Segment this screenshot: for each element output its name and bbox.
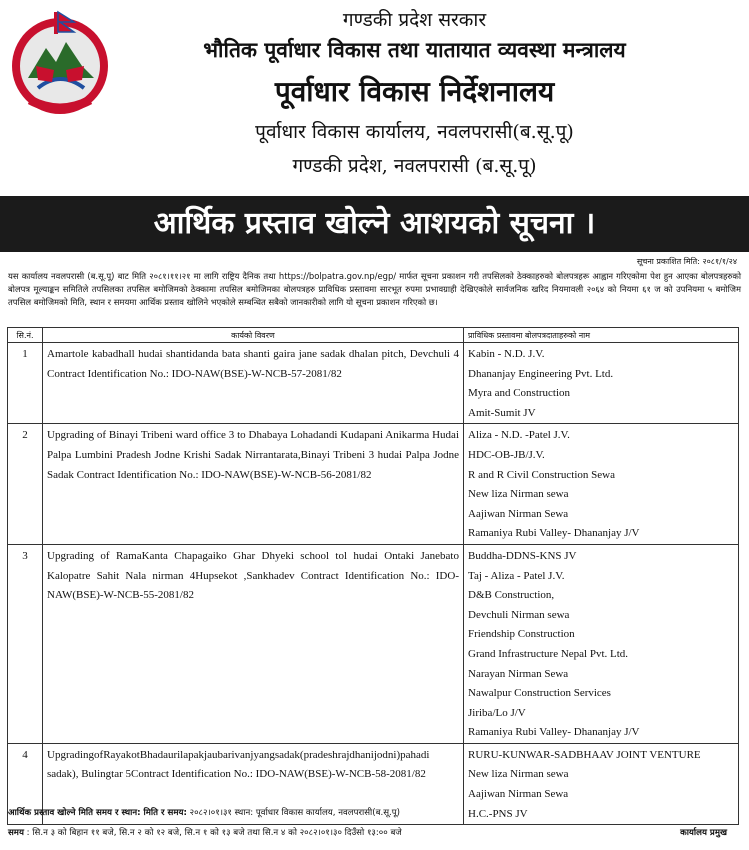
bidder-name: Jiriba/Lo J/V bbox=[468, 706, 526, 719]
bidder-name: H.C.-PNS JV bbox=[468, 807, 528, 820]
bidder-name: Aajiwan Nirman Sewa bbox=[468, 507, 569, 520]
directorate-name: पूर्वाधार विकास निर्देशनालय bbox=[274, 75, 555, 108]
bidder-name: Ramaniya Rubi Valley- Dhananjay J/V bbox=[468, 527, 640, 540]
opening-label: आर्थिक प्रस्ताव खोल्ने मिति समय र स्थान: मिति र समय: bbox=[8, 808, 187, 818]
row-serial: 4 bbox=[8, 743, 43, 824]
publication-date: सूचना प्रकाशित मिति: २०८१/१/२४ bbox=[636, 257, 737, 266]
header-description: कार्यको विवरण bbox=[43, 328, 464, 343]
row-serial: 3 bbox=[8, 544, 43, 743]
row-bidders bbox=[464, 544, 739, 743]
intro-paragraph bbox=[8, 270, 741, 309]
bidder-name: Dhananjay Engineering Pvt. Ltd. bbox=[468, 367, 614, 380]
bidder-name: RURU-KUNWAR-SADBHAAV JOINT VENTURE bbox=[468, 748, 701, 761]
bidder-name: Kabin - N.D. J.V. bbox=[468, 348, 545, 360]
header-bidders: प्राविधिक प्रस्तावमा बोलपत्रदाताहरुको नाम bbox=[464, 328, 739, 343]
row-description: Upgrading of Binayi Tribeni ward office 3 to Dhabaya Lohadandi Kudapani Anikarma Hudai Palpa Lumbini Pradesh Jodne Krishi Sadak Nirrantarata,Binayi Tribeni 3 hudai Palpa Jodne Sadak Contract Identification No.: IDO-NAW(BSE)-W-NCB-56-2081/82 bbox=[43, 424, 464, 545]
letterhead bbox=[0, 0, 749, 196]
bidder-name: D&B Construction, bbox=[468, 589, 555, 602]
opening-value: २०८२।०१।३१ स्थान: पूर्वाधार विकास कार्यालय, नवलपरासी(ब.सू.पू) bbox=[186, 808, 401, 818]
time-label: समय bbox=[8, 828, 24, 838]
office-location: गण्डकी प्रदेश, नवलपरासी (ब.सू.पू) bbox=[292, 155, 537, 177]
bidder-name: Nawalpur Construction Services bbox=[468, 687, 611, 700]
row-description: Amartole kabadhall hudai shantidanda bata shanti gaira jane sadak dhalan pitch, Devchuli 4 Contract Identification No.: IDO-NAW(BSE)-W-NCB-57-2081/82 bbox=[43, 343, 464, 424]
row-serial: 1 bbox=[8, 343, 43, 424]
bidder-name: R and R Civil Construction Sewa bbox=[468, 468, 615, 481]
table-header-row bbox=[8, 328, 739, 343]
bidder-name: Aliza - N.D. -Patel J.V. bbox=[468, 429, 570, 442]
row-description: UpgradingofRayakotBhadaurilapakjaubarivanjyangsadak(pradeshrajdhanijodni)pahadi sadak), Bulingtar 5Contract Identification No.: IDO-NAW(BSE)-W-NCB-58-2081/82 bbox=[43, 743, 464, 824]
egp-link[interactable]: https://bolpatra.gov.np/egp/ bbox=[278, 271, 397, 281]
table-row bbox=[8, 343, 739, 424]
bidder-name: Devchuli Nirman sewa bbox=[468, 608, 570, 621]
office-chief: कार्यालय प्रमुख bbox=[680, 828, 727, 838]
intro-text-start: यस कार्यालय नवलपरासी (ब.सू.पू) बाट मिति २०८१।११।२१ मा लागि राष्ट्रिय दैनिक तथा bbox=[8, 271, 279, 281]
bidder-name: Ramaniya Rubi Valley- Dhananjay J/V bbox=[468, 726, 640, 739]
row-description: Upgrading of RamaKanta Chapagaiko Ghar Dhyeki school tol hudai Ontaki Janebato Kalopatre Sahit Nala nirman 4Hupsekot ,Sankhadev Contract Identification No.: IDO-NAW(BSE)-W-NCB-55-2081/82 bbox=[43, 544, 464, 743]
intro-text-end: मार्फत सूचना प्रकाशन गरी तपसिलको ठेक्काहरुको बोलपत्रहरू आह्वान गरिएकोमा पेश हुन आएका बोलपत्रहरुको बोलपत्र मूल्याङ्कन समितिले तपसिलका तपसिल बमोजिमको ठेक्कामा तपसिल बमोजिमका बोलपत्रहरु प्राविधिक प्रस्तावमा सारभूत रुपमा प्रभावग्राही देखिएकोले सार्वजनिक खरिद नियमावली २०६४ को नियमा ६१ ज को उपनियमा ५ बमोजिम तपसिल बमोजिमको मिति, स्थान र समयमा आर्थिक प्रस्ताव खोलिने भएकोले सम्बन्धित सबैको जानकारीको लागि यो सूचना प्रकाशन गरिएको छ। bbox=[8, 271, 741, 307]
header-serial: सि.नं. bbox=[8, 328, 43, 343]
bidder-name: Aajiwan Nirman Sewa bbox=[468, 788, 569, 801]
table-row bbox=[8, 544, 739, 743]
row-bidders bbox=[464, 424, 739, 545]
bidder-name: New liza Nirman sewa bbox=[468, 768, 569, 781]
bidder-name: Amit-Sumit JV bbox=[468, 406, 536, 419]
row-bidders bbox=[464, 343, 739, 424]
bidder-name: Narayan Nirman Sewa bbox=[468, 667, 569, 680]
bidder-name: Buddha-DDNS-KNS JV bbox=[468, 549, 577, 562]
bidder-name: Friendship Construction bbox=[468, 628, 575, 641]
ministry-name: भौतिक पूर्वाधार विकास तथा यातायात व्यवस्था मन्त्रालय bbox=[203, 37, 626, 62]
bid-table bbox=[7, 327, 739, 825]
bidder-name: Grand Infrastructure Nepal Pvt. Ltd. bbox=[468, 647, 629, 660]
opening-time bbox=[8, 826, 402, 838]
row-bidders bbox=[464, 743, 739, 824]
bidder-name: HDC-OB-JB/J.V. bbox=[468, 448, 545, 461]
time-value: : सि.न ३ को बिहान ११ बजे, सि.न २ को १२ बजे, सि.न १ को १३ बजे तथा सि.न ४ को २०८२।०१।३० दिउँसो १३:०० बजे bbox=[23, 828, 402, 838]
notice-title: आर्थिक प्रस्ताव खोल्ने आशयको सूचना । bbox=[0, 196, 749, 252]
office-name: पूर्वाधार विकास कार्यालय, नवलपरासी(ब.सू.पू) bbox=[255, 121, 574, 143]
bidder-name: New liza Nirman sewa bbox=[468, 488, 569, 501]
bidder-name: Taj - Aliza - Patel J.V. bbox=[468, 569, 565, 582]
bidder-name: Myra and Construction bbox=[468, 387, 571, 400]
government-name: गण्डकी प्रदेश सरकार bbox=[342, 9, 487, 31]
row-serial: 2 bbox=[8, 424, 43, 545]
opening-date-place bbox=[8, 806, 400, 818]
table-row bbox=[8, 424, 739, 545]
